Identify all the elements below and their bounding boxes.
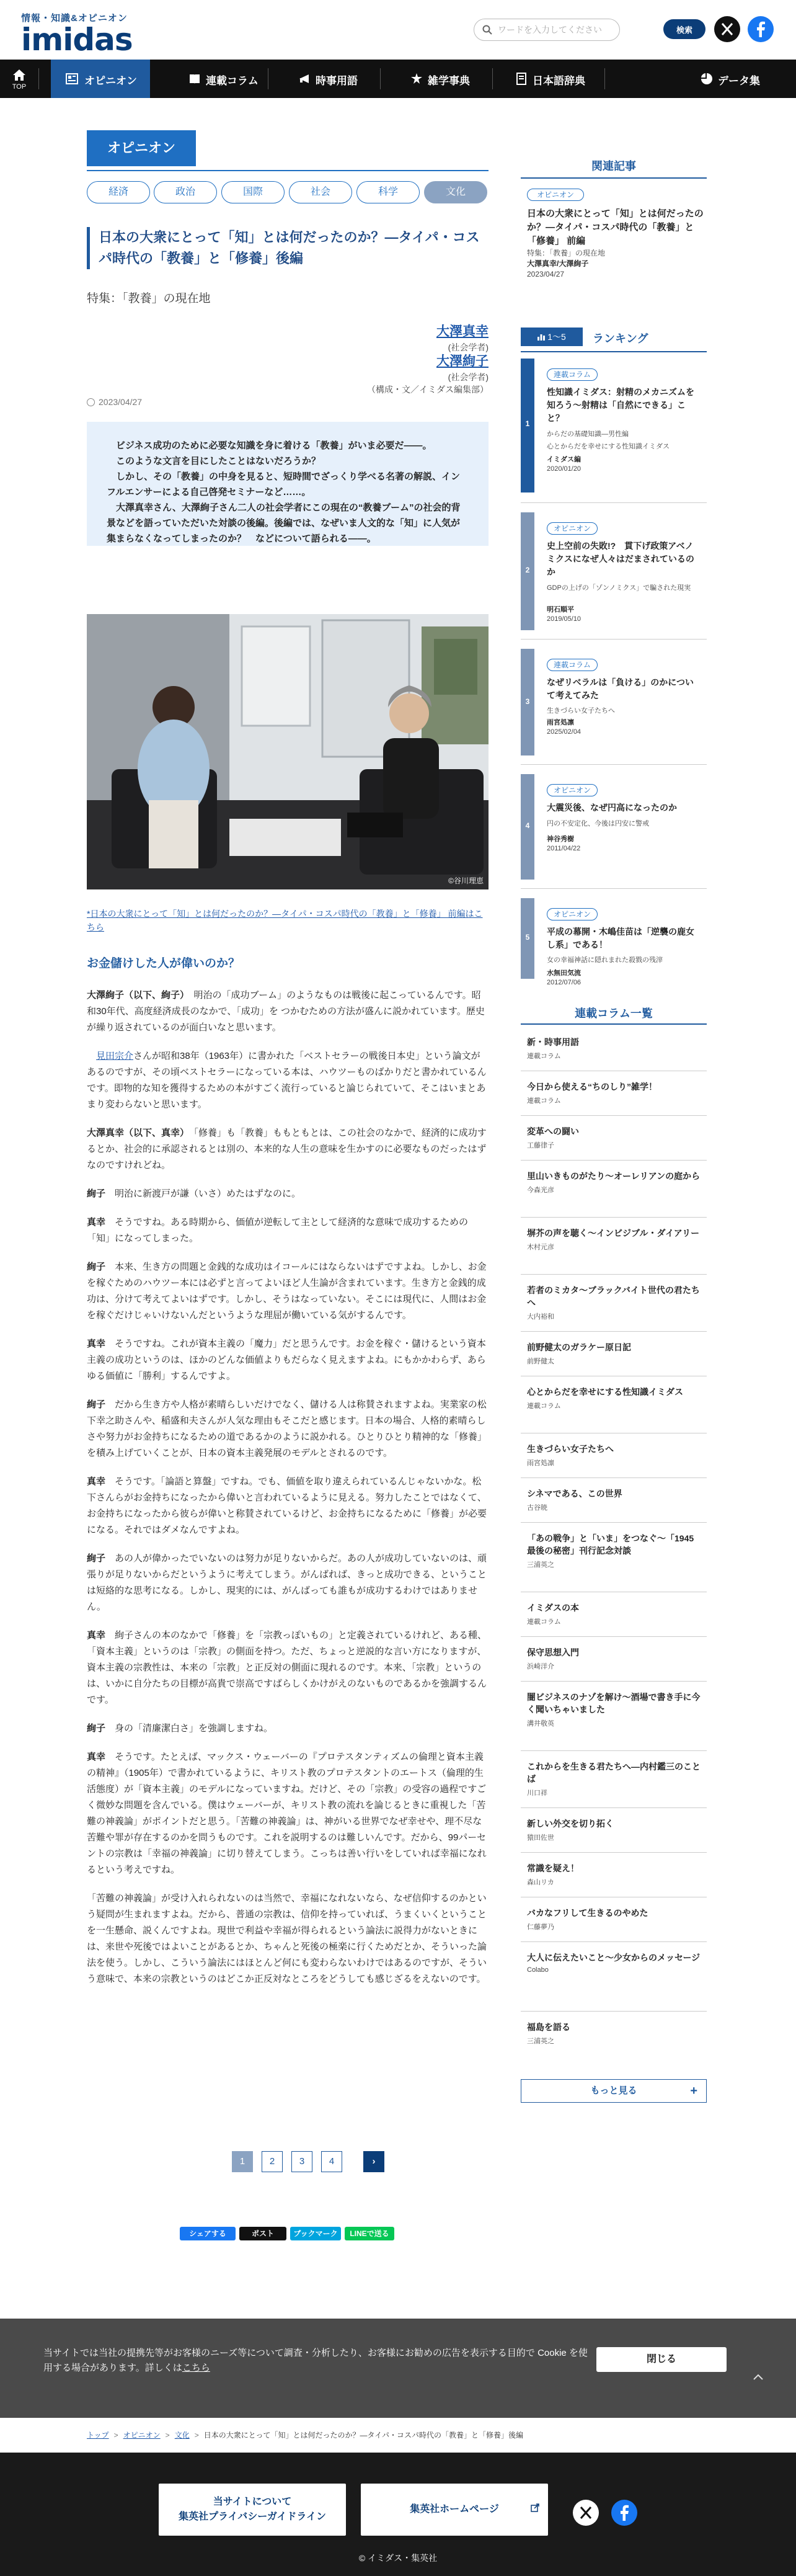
- column-link[interactable]: [527, 1817, 704, 1842]
- paragraph-text: 明治に新渡戸が謙（いさ）めたはずなのに。: [115, 1188, 301, 1199]
- nav-label: データ集: [718, 75, 760, 87]
- paragraph-text: そうですね。ある時期から、価値が逆転して主として経済的な意味で成功するための「知」になってしまった。: [87, 1217, 469, 1244]
- rank-subseries: 心とからだを幸せにする性知識イミダス: [547, 443, 670, 450]
- column-divider: [521, 2011, 707, 2012]
- article-subtitle: 特集：「教養」の現在地: [87, 292, 211, 305]
- speaker: 真幸: [87, 1476, 106, 1487]
- column-link[interactable]: [527, 1036, 704, 1061]
- ranking-icon: [537, 333, 545, 341]
- speaker: 大澤絢子（以下、絢子）: [87, 990, 185, 1001]
- related-date: 2023/04/27: [527, 270, 565, 279]
- paragraph-text: 身の「清廉潔白さ」を強調しますね。: [115, 1723, 273, 1734]
- column-title: 生きづらい女子たちへ: [527, 1444, 614, 1454]
- column-divider: [521, 1217, 707, 1218]
- rank-title: 性知識イミダス：射精のメカニズムを知ろう～射精は「自然にできる」こと？: [547, 387, 694, 423]
- column-author: 猿田佐世: [527, 1834, 554, 1842]
- column-link[interactable]: [527, 1443, 704, 1468]
- related-tag: オピニオン: [527, 189, 584, 201]
- column-title: 保守思想入門: [527, 1647, 579, 1657]
- person-link[interactable]: 見田宗介: [96, 1051, 134, 1061]
- column-author: 浜崎洋介: [527, 1663, 554, 1670]
- ranking-badge-label: 1〜5: [547, 332, 566, 342]
- nav-item-data[interactable]: [605, 60, 796, 98]
- facebook-icon[interactable]: [748, 16, 774, 42]
- page-4[interactable]: 4: [321, 2151, 342, 2172]
- search-icon: [482, 25, 492, 35]
- columns-rule: [521, 1023, 707, 1025]
- paragraph: [87, 1259, 489, 1324]
- column-author: 工藤律子: [527, 1142, 554, 1149]
- rank-title: 大震災後、なぜ円高になったのか: [547, 803, 677, 813]
- column-author: 森山リカ: [527, 1879, 554, 1886]
- footer-btn-line: 集英社プライバシーガイドライン: [179, 2511, 326, 2522]
- ranking-item[interactable]: [521, 359, 707, 492]
- paragraph: [87, 1551, 489, 1615]
- nav-item-trivia[interactable]: [381, 60, 492, 98]
- lead-line: 大澤真幸さん、大澤絢子さん二人の社会学者にこの現在の“教養ブーム”の社会的背景などを語っていただいた対談の後編。後編では、なぜいま人文的な「知」に人気が集まらなくなってしまったのか？ などについて語られる――。: [107, 502, 461, 544]
- ranking-divider: [521, 502, 707, 503]
- columns-heading: 連載コラム一覧: [575, 1007, 653, 1020]
- rank-tag: オピニオン: [547, 522, 598, 535]
- paragraph: [87, 1048, 489, 1113]
- share-label: LINEで送る: [350, 2229, 389, 2238]
- rank-number: 2: [525, 566, 530, 574]
- related-feature: 特集：「教養」の現在地: [527, 249, 606, 257]
- nav-label: オピニオン: [84, 75, 137, 87]
- photo-illustration: [87, 614, 489, 889]
- column-divider: [521, 1331, 707, 1332]
- breadcrumb-separator: >: [113, 2431, 118, 2440]
- column-divider: [521, 1160, 707, 1161]
- column-author: 前野健太: [527, 1358, 554, 1365]
- column-author: Colabo: [527, 1966, 549, 1974]
- article-body: [87, 987, 489, 2000]
- column-title: バカなフリして生きるのやめた: [527, 1908, 648, 1918]
- paragraph-text: 「修養」も「教養」ももともとは、この社会のなかで、経済的に成功するとか、社会的に承認されるとは別の、本来的な人生の意味を生かすのに必要なものだったはずなのですけれどね。: [87, 1128, 487, 1170]
- paragraph-text: 絢子さんの本のなかで「修養」を「宗教っぽいもの」と定義されているけれど、ある種、「資本主義」というのは「宗教」の側面を持つ。ただ、ちょっと逆説的な言い方になりますが、資本主義の宗教性は、本来の「宗教」と正反対の側面に現れるのです。本来、「宗教」というのは、いかに自分たちの目標が高貴で崇高ですばらしくかけがえのないものであるかを強調するんです。: [87, 1630, 487, 1705]
- facebook-share-button[interactable]: [180, 2227, 236, 2240]
- ranking-title: ランキング: [593, 332, 648, 345]
- cookie-link[interactable]: こちら: [182, 2363, 210, 2373]
- column-divider: [521, 1115, 707, 1116]
- column-author: 仁藤夢乃: [527, 1923, 554, 1931]
- ranking-divider: [521, 764, 707, 765]
- paragraph: [87, 1125, 489, 1174]
- paragraph-text: さんが昭和38年（1963年）に書かれた「ベストセラーの戦後日本史」という論文があるのですが、その頃ベストセラーになっている本は、ハウツーものばかりだと書かれているんです。即物的な知を獲得するための本がすごく流行っていると論じられていて、そこはいまとあまり変わらないと思います。: [87, 1051, 487, 1110]
- column-divider: [521, 1477, 707, 1478]
- rank-tag: オピニオン: [547, 908, 598, 920]
- rank-series: 生きづらい女子たちへ: [547, 707, 615, 715]
- rank-date: 2025/02/04: [547, 728, 582, 736]
- column-title: 「あの戦争」と「いま」をつなぐ〜「1945 最後の秘密」刊行記念対談: [527, 1533, 694, 1556]
- shueisha-homepage-button[interactable]: [361, 2484, 548, 2536]
- article-photo: [87, 614, 489, 889]
- rank-title: 平成の幕開・木嶋佳苗は「逆襲の鹿女し系」である！: [547, 927, 694, 950]
- speaker: 大澤真幸（以下、真幸）: [87, 1128, 185, 1138]
- column-title: イミダスの本: [527, 1603, 579, 1613]
- paragraph: [87, 1721, 489, 1737]
- data-icon: [701, 73, 713, 85]
- column-author: 連載コラム: [527, 1402, 561, 1410]
- article-title-block: [87, 227, 489, 269]
- x-icon[interactable]: [573, 2500, 599, 2526]
- column-link[interactable]: [527, 1170, 704, 1195]
- column-author: 三浦英之: [527, 1561, 554, 1569]
- ranking-divider: [521, 888, 707, 889]
- column-title: 里山いきものがたり～オーレリアンの庭から: [527, 1171, 701, 1181]
- external-link-icon: [531, 2503, 539, 2512]
- column-title: 変革への闘い: [527, 1126, 579, 1136]
- rank-number: 4: [525, 821, 530, 830]
- site-footer: [0, 2453, 796, 2576]
- clock-icon: [87, 398, 95, 406]
- rank-number: 5: [525, 933, 530, 942]
- column-author: 連載コラム: [527, 1618, 561, 1626]
- related-authors: 大澤真幸/大澤絢子: [527, 259, 589, 268]
- lead-line: このような文言を目にしたことはないだろうか？: [116, 456, 321, 466]
- speaker: 絢子: [87, 1262, 106, 1272]
- page-2[interactable]: 2: [262, 2151, 283, 2172]
- paragraph: [87, 987, 489, 1036]
- search-button[interactable]: 検索: [663, 19, 705, 39]
- column-link[interactable]: [527, 1646, 704, 1671]
- column-link[interactable]: [527, 1125, 704, 1150]
- column-link[interactable]: [527, 1284, 704, 1321]
- lead-box: [87, 422, 489, 546]
- rank-author: 水無田気流: [547, 969, 581, 977]
- paragraph: [87, 1474, 489, 1538]
- logo-tagline: 情報・知識&オピニオン: [21, 13, 128, 24]
- category-tabs: [87, 181, 490, 203]
- speaker: 真幸: [87, 1630, 106, 1641]
- nav-divider: [38, 68, 39, 89]
- column-link[interactable]: [527, 1386, 704, 1411]
- column-title: 福島を語る: [527, 2022, 570, 2032]
- column-title: 心とからだを幸せにする性知識イミダス: [527, 1387, 683, 1397]
- bookmark-button[interactable]: [290, 2227, 341, 2240]
- breadcrumb-opinion[interactable]: オピニオン: [123, 2431, 161, 2440]
- column-link[interactable]: [527, 1862, 704, 1887]
- column-link[interactable]: [527, 1951, 704, 1974]
- ranking-divider: [521, 639, 707, 640]
- rank-series: 女の幸福神話に隠れまれた殺戮の残滓: [547, 956, 663, 964]
- rank-title: 史上空前の失敗!? 貫下げ政策アベノミクスになぜ人々はだまされているのか: [547, 541, 694, 577]
- chevron-up-icon[interactable]: [751, 2371, 765, 2384]
- photo-caption[interactable]: [87, 907, 489, 934]
- ranking-range-tab[interactable]: [521, 328, 583, 346]
- rank-date: 2019/05/10: [547, 615, 582, 623]
- logo-text: imidas: [21, 22, 133, 58]
- column-title: 塀芥の声を聴く～インビジブル・ダイアリー: [527, 1228, 700, 1238]
- column-divider: [521, 1852, 707, 1853]
- column-author: 連載コラム: [527, 1097, 561, 1105]
- rank-bar: [521, 359, 534, 492]
- cookie-banner: [0, 2319, 796, 2418]
- ranking-header: [521, 328, 707, 346]
- x-post-button[interactable]: [239, 2227, 286, 2240]
- author-role: (社会学者): [448, 372, 489, 382]
- breadcrumb-separator: >: [165, 2431, 170, 2440]
- trivia-icon: [410, 73, 423, 85]
- article-credit: （構成・文／イミダス編集部）: [367, 385, 489, 394]
- author-name-link[interactable]: 大澤絢子: [436, 354, 489, 368]
- nav-label: 連載コラム: [206, 75, 259, 87]
- related-rule: [521, 177, 707, 179]
- rank-date: 2011/04/22: [547, 845, 581, 852]
- section-heading: お金儲けした人が偉いのか？: [87, 957, 241, 970]
- book-icon: [188, 73, 201, 85]
- author-1: [436, 321, 489, 354]
- breadcrumb-current: 日本の大衆にとって「知」とは何だったのか？―タイパ・コスパ時代の「教養」と「修養」後編: [203, 2431, 524, 2440]
- facebook-icon[interactable]: [611, 2500, 637, 2526]
- footer-btn-line: 当サイトについて: [213, 2497, 292, 2507]
- column-title: 若者のミカタ～ブラックバイト世代の君たちへ: [527, 1285, 700, 1308]
- plus-icon: +: [690, 2084, 697, 2098]
- author-role: (社会学者): [448, 342, 489, 352]
- cookie-message: 当サイトでは当社の提携先等がお客様のニーズ等について調査・分析したり、お客様にお勧めの広告を表示する目的で Cookie を使用する場合があります。詳しくは: [43, 2348, 588, 2373]
- speaker: 絢子: [87, 1723, 106, 1734]
- column-title: 闇ビジネスのナゾを解け～酒場で書き手に今く聞いちゃいました: [527, 1692, 701, 1714]
- rank-author: イミダス編: [547, 456, 581, 463]
- page-1[interactable]: 1: [232, 2151, 253, 2172]
- column-title: 大人に伝えたいこと～少女からのメッセージ: [527, 1953, 701, 1963]
- rank-title: なぜリベラルは「負ける」のかについて考えてみた: [547, 677, 694, 700]
- rank-series: 円の不安定化、今後は円安に警戒: [547, 820, 649, 827]
- category-rule: [87, 170, 489, 171]
- rank-bar: [521, 898, 534, 979]
- speaker: 絢子: [87, 1188, 106, 1199]
- more-label: もっと見る: [590, 2085, 637, 2096]
- opinion-icon: [66, 73, 78, 85]
- copyright: © イミダス・集英社: [358, 2553, 438, 2563]
- column-author: 連載コラム: [527, 1053, 561, 1060]
- ranking-item[interactable]: [521, 512, 707, 630]
- rank-date: 2020/01/20: [547, 465, 582, 473]
- rank-date: 2012/07/06: [547, 979, 582, 986]
- tab-culture[interactable]: 文化: [424, 181, 487, 203]
- column-link[interactable]: [527, 1602, 704, 1626]
- column-link[interactable]: [527, 1532, 704, 1569]
- cookie-text: [43, 2346, 589, 2376]
- footer-btn-label: 集英社ホームページ: [410, 2504, 499, 2515]
- paragraph-text: そうですね。これが資本主義の「魔力」だと思うんです。お金を稼ぐ・儲けるという資本主義の成功というのは、ほかのどんな価値よりもだらなく見えますよね。にもかかわらず、あらゆる価値に「勝利」するんですよ。: [87, 1339, 486, 1381]
- article-date: [87, 397, 142, 407]
- column-title: 新・時事用語: [527, 1037, 579, 1047]
- column-author: 古谷暁: [527, 1504, 547, 1512]
- site-header: [0, 0, 796, 60]
- nav-item-dictionary[interactable]: [493, 60, 604, 98]
- x-icon[interactable]: [714, 16, 740, 42]
- rank-tag: 連載コラム: [547, 368, 598, 381]
- share-label: ブックマーク: [293, 2229, 338, 2238]
- search-box: [474, 19, 620, 41]
- paragraph-text: だから生き方や人格が素晴らしいだけでなく、儲ける人は称賛されますよね。実業家の松下幸之助さんや、稲盛和夫さんが人気な理由もそこだと感じます。日本の場合、人格的素晴らしさや努力がお金持ちになるための道であるかのように説かれる。ひとりひとり精神的な「修養」を積み上げていくことが、日本の資本主義発展のモデルとされるのです。: [87, 1399, 487, 1458]
- photo-caption-link[interactable]: *日本の大衆にとって「知」とは何だったのか？―タイパ・コスパ時代の「教養」と「修養」 前編はこちら: [87, 909, 483, 932]
- column-divider: [521, 1636, 707, 1637]
- paragraph-text: 「苦難の神義論」が受け入れられないのは当然で、幸福になれないなら、なぜ信仰するのかという疑問が生まれますよね。だから、普通の宗教は、信仰を持っていれば、うまくいくということを一生懸命、説くんですよね。現世で利益や幸福が得られるという論法に説得力がないときには、来世や死後ではよいことがあるとか、ちゃんと死後の極楽に行くためだとか、そういった論法を使う。しかし、こういう論法にはほとんど何にも変わらないわけではあるのですが、そういう意味で、本来の宗教というのはどこか正反対なところをどうしても感じざるをえないのです。: [87, 1893, 487, 1984]
- home-icon: [12, 68, 27, 82]
- speaker: 真幸: [87, 1752, 106, 1762]
- column-author: 今森光彦: [527, 1187, 554, 1194]
- paragraph-text: 本来、生き方の問題と金銭的な成功はイコールにはならないはずですよね。しかし、お金を稼ぐためのハウツー本には必ずと言ってよいほど人生論が含まれています。生き方と金銭的成功は、分けて考えてよいはずです。しかし、そうはなっていない。そこには現代に、人間はお金を稼ぐだけじゃいけないんだというような理屈が働いている気がするんです。: [87, 1262, 487, 1321]
- column-title: 新しい外交を切り拓く: [527, 1819, 614, 1829]
- column-author: 三浦英之: [527, 2038, 554, 2045]
- speaker: 真幸: [87, 1339, 106, 1349]
- photo-credit: ©谷川理恵: [448, 876, 484, 885]
- dictionary-icon: [515, 73, 528, 85]
- column-link[interactable]: [527, 1227, 704, 1252]
- news-icon: [298, 73, 311, 85]
- ranking-item[interactable]: [521, 898, 707, 986]
- paragraph: [87, 1628, 489, 1708]
- column-divider: [521, 1941, 707, 1942]
- lead-line: しかし、その「教養」の中身を見ると、短時間でざっくり学べる名著の解説、インフルエンサーによる自己啓発セミナーなど……。: [107, 471, 461, 497]
- column-title: 今日から使える“ちのしり”雑学！: [527, 1082, 657, 1092]
- ranking-rule: [521, 351, 707, 352]
- column-link[interactable]: [527, 1487, 704, 1512]
- rank-tag: 連載コラム: [547, 659, 598, 671]
- share-label: シェアする: [189, 2229, 226, 2238]
- paragraph: [87, 1891, 489, 1987]
- speaker: 絢子: [87, 1553, 106, 1564]
- paragraph-text: 明治の「成功ブーム」のようなものは戦後に起こっているんです。昭和30年代、高度経済成長のなかで、「成功」を つかむための方法が盛んに説かれています。歴史が繰り返されているのが面白いなと思います。: [87, 990, 485, 1033]
- nav-label: 雑学事典: [428, 75, 470, 87]
- nav-item-opinion[interactable]: [51, 60, 150, 98]
- column-divider: [521, 1681, 707, 1682]
- column-title: 前野健太のガラケー原日記: [527, 1342, 631, 1352]
- column-link[interactable]: [527, 1760, 704, 1798]
- ranking-item[interactable]: [521, 649, 707, 755]
- article-title: 日本の大衆にとって「知」とは何だったのか？―タイパ・コスパ時代の「教養」と「修養」後編: [99, 230, 480, 266]
- related-article-link[interactable]: 日本の大衆にとって「知」とは何だったのか？―タイパ・コスパ時代の「教養」と「修養」 前編: [527, 208, 704, 246]
- rank-author: 明石順平: [547, 606, 574, 613]
- rank-bar: [521, 649, 534, 755]
- rank-author: 雨宮処凛: [547, 719, 574, 726]
- breadcrumb-separator: >: [194, 2431, 199, 2440]
- related-meta: [527, 248, 605, 280]
- page-3[interactable]: 3: [291, 2151, 312, 2172]
- tab-politics[interactable]: 政治: [154, 181, 217, 203]
- column-link[interactable]: [527, 1907, 704, 1932]
- paragraph: [87, 1186, 489, 1202]
- nav-item-keywords[interactable]: [268, 60, 380, 98]
- nav-label: 時事用語: [316, 75, 358, 87]
- rank-number: 3: [525, 697, 530, 706]
- tab-society[interactable]: 社会: [289, 181, 352, 203]
- rank-series: GDPの上げの「ゾンノミクス」で騙された現実: [547, 584, 691, 592]
- paragraph: [87, 1749, 489, 1878]
- column-author: 川口祥: [527, 1789, 547, 1797]
- nav-top-label: TOP: [12, 83, 27, 91]
- rank-bar: [521, 774, 534, 880]
- column-title: 常識を疑え！: [527, 1863, 579, 1873]
- paragraph: [87, 1336, 489, 1384]
- share-label: ポスト: [251, 2229, 274, 2238]
- lead-line: ビジネス成功のために必要な知識を身に着ける「教養」がいま必要だ――。: [116, 440, 432, 451]
- related-heading: 関連記事: [591, 160, 636, 172]
- privacy-guideline-button[interactable]: [159, 2484, 346, 2536]
- line-share-button[interactable]: [345, 2227, 394, 2240]
- breadcrumb-culture[interactable]: 文化: [174, 2431, 190, 2440]
- category-label: オピニオン: [87, 130, 196, 166]
- column-link[interactable]: [527, 1691, 704, 1728]
- tab-economy[interactable]: 経済: [87, 181, 150, 203]
- column-divider: [521, 1522, 707, 1523]
- paragraph-text: あの人が偉かったでいないのは努力が足りないからだ。あの人が成功していないのは、頑張りが足りないからだというように考えてしまう。がんばれば、きっと成功できる、ということは短絡的な思考になる。しかし、現実的には、がんばっても誰もが成功するわけではありません。: [87, 1553, 487, 1612]
- rank-author: 神谷秀樹: [547, 836, 574, 843]
- search-input[interactable]: [498, 24, 616, 36]
- author-name-link[interactable]: 大澤真幸: [436, 324, 489, 339]
- paragraph: [87, 1397, 489, 1461]
- main-nav: [0, 60, 796, 98]
- paragraph-text: そうです。「論語と算盤」ですね。でも、価値を取り違えられているんじゃないかな。松下さんらがお金持ちになったから偉いと言われているように見える。努力したことではなくて、お金持ちになったから彼らが偉いと称賛されているけど、お金持ちになるために「修養」が必要になる。それではダメなんですよね。: [87, 1476, 487, 1535]
- column-divider: [521, 1750, 707, 1751]
- cookie-close-button[interactable]: 閉じる: [596, 2347, 727, 2372]
- rank-bar: [521, 512, 534, 630]
- column-divider: [521, 1807, 707, 1808]
- column-title: これからを生きる君たちへ―内村鑑三のことば: [527, 1762, 701, 1784]
- nav-label: 日本語辞典: [533, 75, 585, 87]
- date-text: 2023/04/27: [99, 397, 143, 407]
- breadcrumb: [87, 2418, 769, 2453]
- column-author: 木村元彦: [527, 1244, 554, 1251]
- rank-number: 1: [525, 419, 530, 428]
- paragraph: [87, 1214, 489, 1247]
- next-page-button[interactable]: ›: [363, 2151, 384, 2172]
- tab-international[interactable]: 国際: [221, 181, 285, 203]
- column-link[interactable]: [527, 2021, 704, 2046]
- more-columns-button[interactable]: [521, 2079, 707, 2103]
- column-author: 雨宮処凛: [527, 1460, 554, 1467]
- tab-science[interactable]: 科学: [356, 181, 420, 203]
- nav-top-button[interactable]: [0, 60, 38, 98]
- author-2: [436, 351, 489, 383]
- speaker: 真幸: [87, 1217, 106, 1228]
- ranking-item[interactable]: [521, 774, 707, 880]
- nav-item-column[interactable]: [162, 60, 268, 98]
- column-divider: [521, 1274, 707, 1275]
- site-logo[interactable]: [21, 11, 133, 58]
- column-link[interactable]: [527, 1341, 704, 1366]
- column-author: 溝井敬英: [527, 1720, 554, 1727]
- column-link[interactable]: [527, 1081, 704, 1105]
- column-title: シネマである、この世界: [527, 1489, 622, 1499]
- speaker: 絢子: [87, 1399, 106, 1410]
- rank-tag: オピニオン: [547, 784, 598, 796]
- breadcrumb-top[interactable]: トップ: [87, 2431, 109, 2440]
- rank-series: からだの基礎知識―男性編: [547, 430, 629, 438]
- paragraph-text: そうです。たとえば、マックス・ウェーバーの『プロテスタンティズムの倫理と資本主義の精神』（1905年）で書かれているように、キリスト教のプロテスタントのエートス（倫理的生活態度）が「資本主義」のモデルになっていますね。だけど、その「宗教」の受容の過程ですごく微妙な問題を含んでいる。僕はウェーバーが、キリスト教の流れを論じるときに重視した「苦難の神義論」がポイントだと思う。「苦難の神義論」は、神がいる世界でなぜ幸せや、理不尽な苦難や罪が存在するのかを問うものです。これを説明するのは難しいんです。だから、99パーセントの宗教は「幸福の神義論」に切り替えてしまう。こっちは善い行いをしていれば幸福になれるという考えですね。: [87, 1752, 487, 1875]
- column-author: 大内裕和: [527, 1313, 554, 1321]
